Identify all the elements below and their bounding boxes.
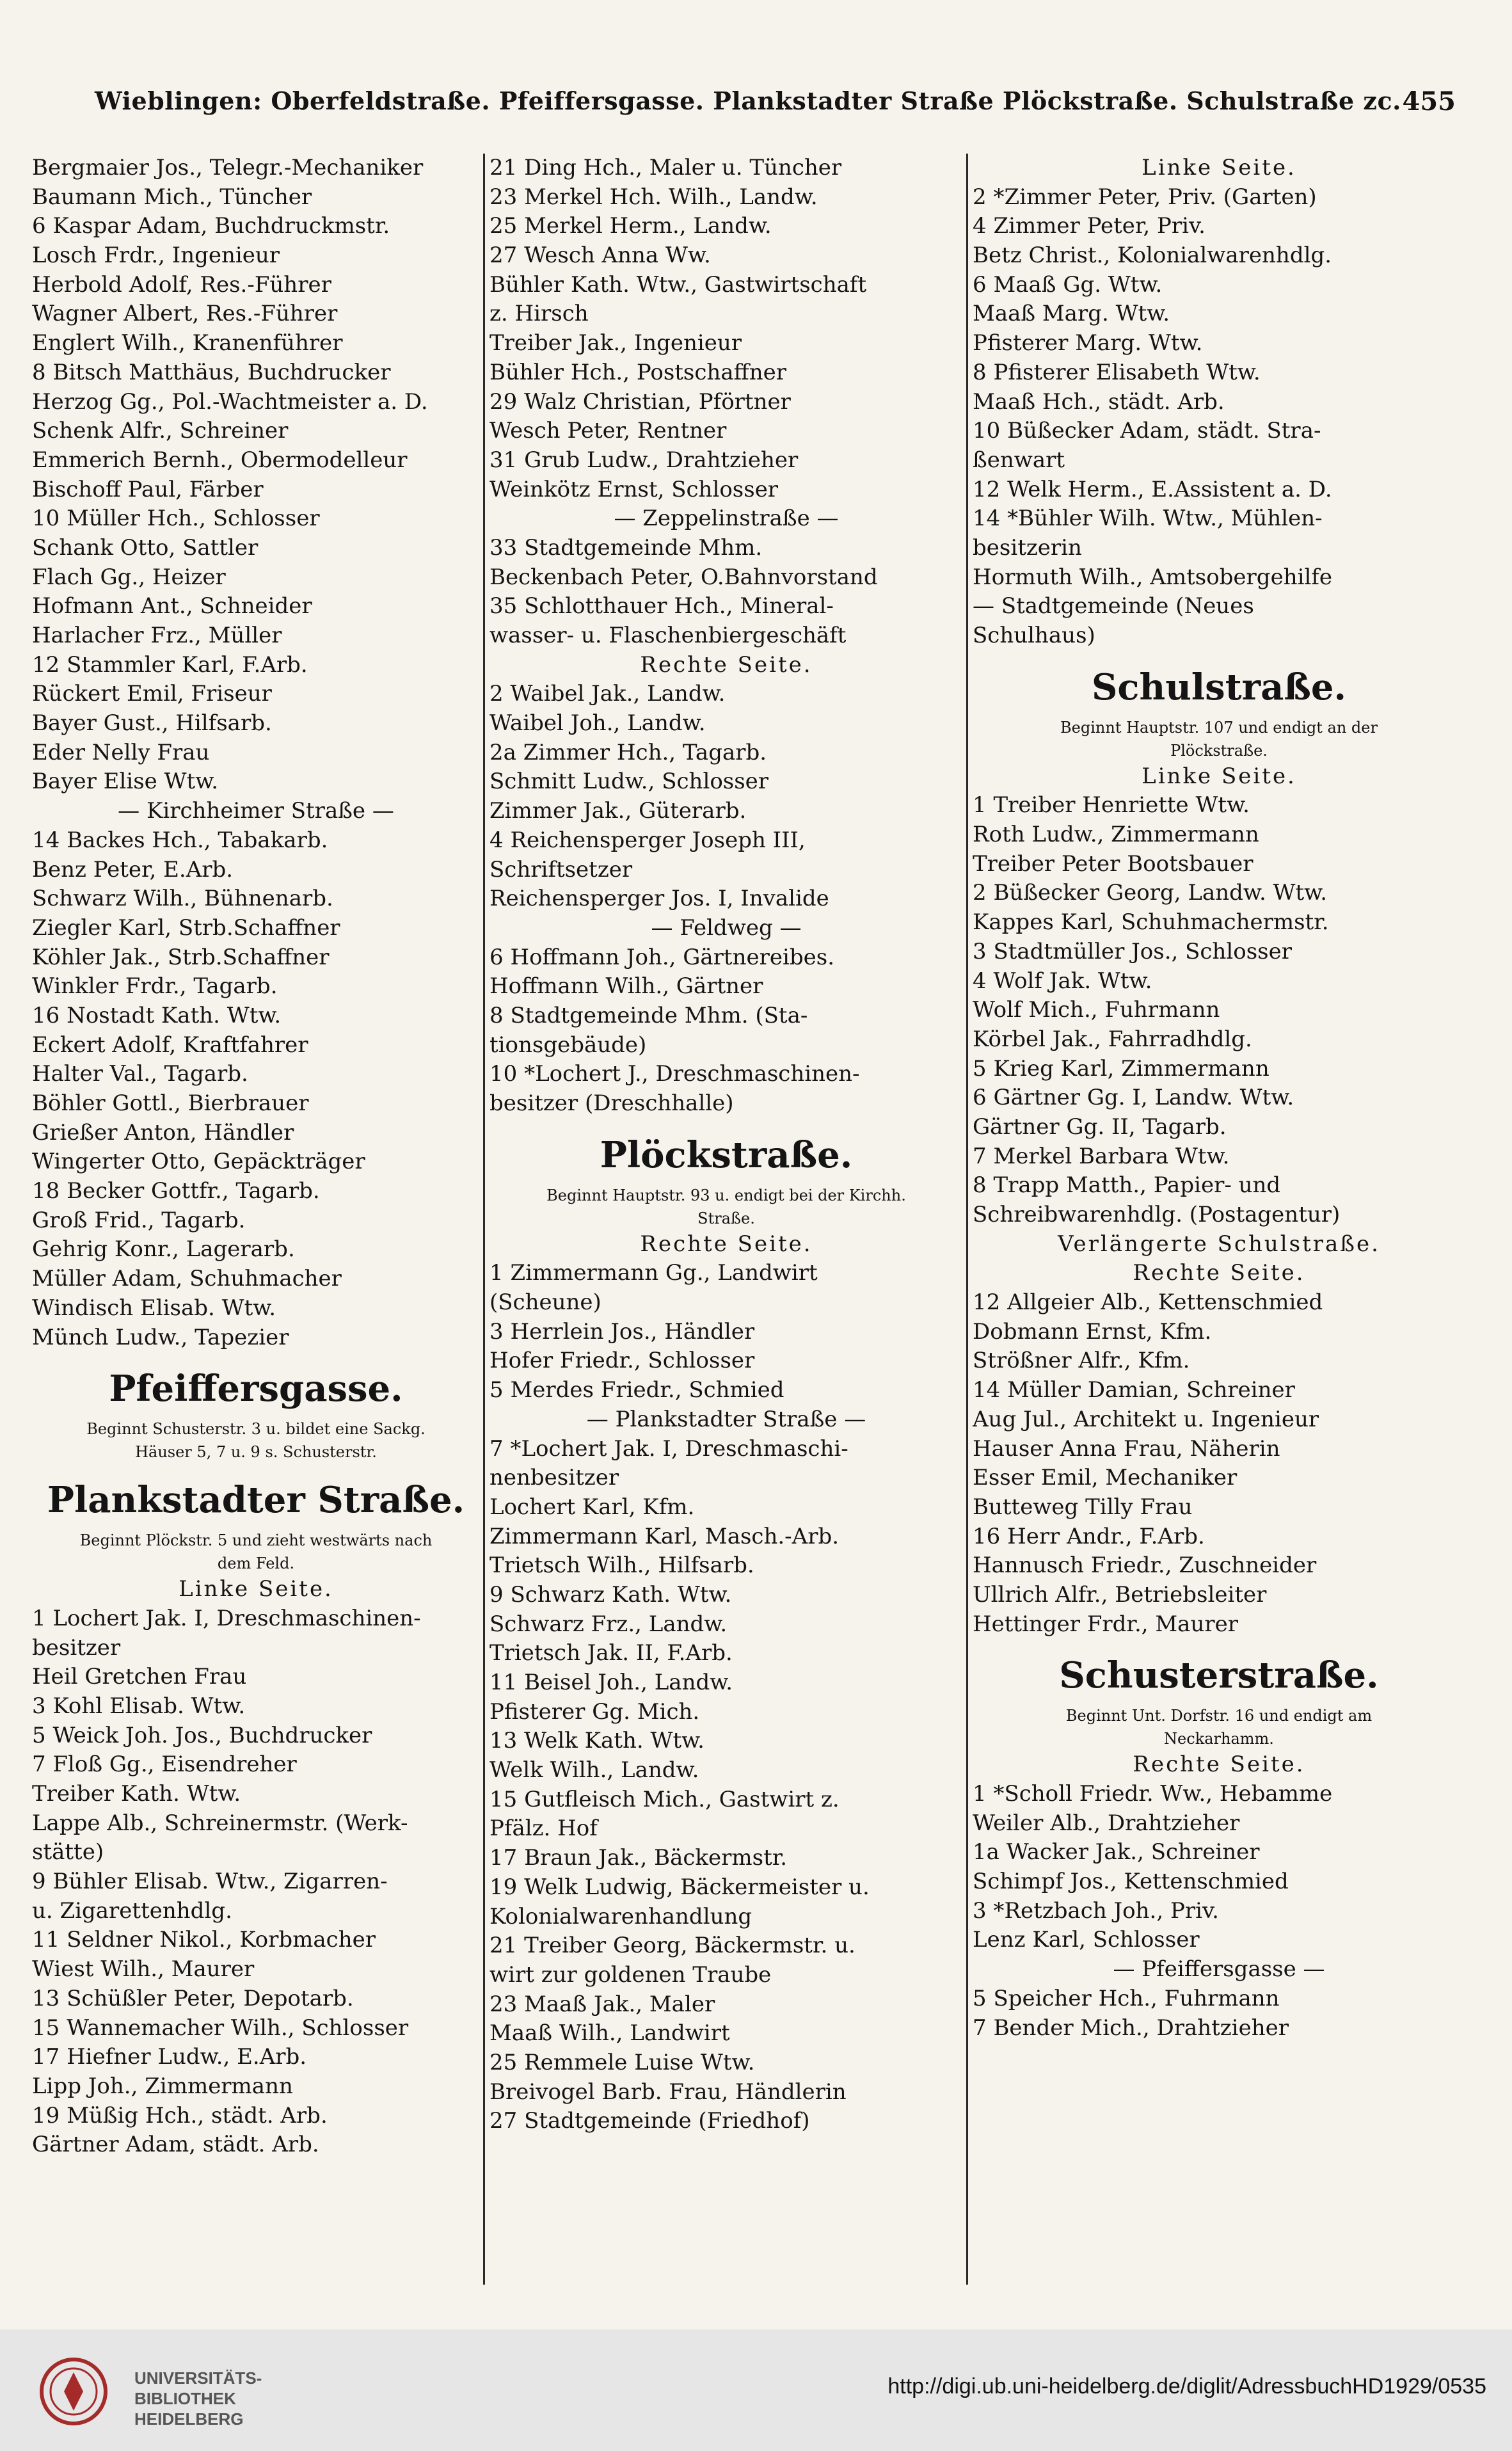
- directory-entry: 4 Zimmer Peter, Priv.: [973, 213, 1206, 239]
- directory-entry: Breivogel Barb. Frau, Händlerin: [489, 2079, 847, 2105]
- directory-entry: — Stadtgemeinde (Neues: [973, 593, 1254, 619]
- directory-entry: Beckenbach Peter, O.Bahnvorstand: [489, 564, 878, 590]
- street-note: Beginnt Hauptstr. 107 und endigt an der: [1060, 718, 1378, 737]
- directory-entry: wirt zur goldenen Traube: [489, 1961, 772, 1988]
- cross-street-marker: — Zeppelinstraße —: [614, 506, 839, 532]
- directory-entry: 7 Bender Mich., Drahtzieher: [973, 2015, 1289, 2041]
- directory-entry: 13 Schüßler Peter, Depotarb.: [32, 1985, 354, 2011]
- directory-entry: Wingerter Otto, Gepäckträger: [32, 1149, 365, 1175]
- directory-entry: 12 Allgeier Alb., Kettenschmied: [973, 1289, 1323, 1316]
- side-heading: Rechte Seite.: [640, 1231, 813, 1257]
- directory-entry: Bühler Kath. Wtw., Gastwirtschaft: [489, 271, 867, 298]
- directory-entry: Schulhaus): [973, 623, 1095, 648]
- directory-entry: 15 Gutfleisch Mich., Gastwirt z.: [489, 1786, 840, 1812]
- directory-entry: Betz Christ., Kolonialwarenhdlg.: [973, 243, 1332, 269]
- cross-street-marker: — Pfeiffersgasse —: [1113, 1956, 1325, 1983]
- directory-entry: 14 Backes Hch., Tabakarb.: [32, 827, 328, 853]
- directory-entry: Lipp Joh., Zimmermann: [32, 2073, 293, 2099]
- directory-columns: [32, 154, 1465, 2285]
- directory-entry: Schenk Alfr., Schreiner: [32, 418, 289, 444]
- directory-entry: Müller Adam, Schuhmacher: [32, 1266, 342, 1292]
- directory-entry: 27 Stadtgemeinde (Friedhof): [489, 2108, 810, 2134]
- library-name-line: UNIVERSITÄTS-: [134, 2368, 262, 2388]
- directory-entry: Münch Ludw., Tapezier: [32, 1324, 289, 1350]
- directory-entry: Weiler Alb., Drahtzieher: [973, 1810, 1240, 1836]
- directory-entry: 7 Merkel Barbara Wtw.: [973, 1143, 1230, 1169]
- spacer: [32, 1464, 480, 1471]
- street-heading: Plöckstraße.: [600, 1133, 853, 1176]
- street-note: Beginnt Hauptstr. 93 u. endigt bei der Kirchh.: [546, 1186, 906, 1204]
- street-heading: Plankstadter Straße.: [47, 1479, 465, 1522]
- directory-entry: 8 Stadtgemeinde Mhm. (Sta-: [489, 1002, 808, 1028]
- column-left: [32, 154, 480, 2285]
- directory-entry: Ziegler Karl, Strb.Schaffner: [32, 914, 340, 941]
- running-title: Wieblingen: Oberfeldstraße. Pfeiffersgasse. Plankstadter Straße Plöckstraße. Schulstraße zc.: [95, 86, 1401, 115]
- directory-entry: 23 Merkel Hch. Wilh., Landw.: [489, 184, 818, 210]
- directory-entry: Trietsch Wilh., Hilfsarb.: [489, 1553, 754, 1579]
- directory-entry: besitzer (Dreschhalle): [489, 1090, 734, 1116]
- directory-entry: Weinkötz Ernst, Schlosser: [489, 476, 779, 502]
- directory-entry: wasser- u. Flaschenbiergeschäft: [489, 623, 847, 648]
- directory-entry: Emmerich Bernh., Obermodelleur: [32, 447, 408, 473]
- library-name: [134, 2368, 262, 2429]
- directory-entry: Lappe Alb., Schreinermstr. (Werk-: [32, 1810, 408, 1836]
- cross-street-marker: — Plankstadter Straße —: [586, 1406, 866, 1432]
- directory-entry: 21 Ding Hch., Maler u. Tüncher: [489, 155, 842, 180]
- directory-entry: 13 Welk Kath. Wtw.: [489, 1728, 704, 1754]
- directory-entry: 6 Gärtner Gg. I, Landw. Wtw.: [973, 1085, 1294, 1111]
- directory-entry: Schriftsetzer: [489, 856, 633, 882]
- directory-entry: 4 Reichensperger Joseph III,: [489, 827, 806, 853]
- directory-entry: 1 Lochert Jak. I, Dreschmaschinen-: [32, 1605, 421, 1631]
- directory-entry: 21 Treiber Georg, Bäckermstr. u.: [489, 1933, 855, 1959]
- source-url-link[interactable]: http://digi.ub.uni-heidelberg.de/diglit/AdressbuchHD1929/0535: [887, 2374, 1486, 2399]
- directory-entry: 3 Herrlein Jos., Händler: [489, 1318, 755, 1345]
- library-name-line: BIBLIOTHEK: [134, 2389, 236, 2408]
- cross-street-marker: — Feldweg —: [651, 914, 802, 941]
- directory-entry: 18 Becker Gottfr., Tagarb.: [32, 1178, 320, 1204]
- directory-entry: Englert Wilh., Kranenführer: [32, 330, 343, 356]
- directory-entry: Hoffmann Wilh., Gärtner: [489, 973, 763, 1000]
- directory-entry: Gärtner Gg. II, Tagarb.: [973, 1114, 1227, 1140]
- directory-entry: 23 Maaß Jak., Maler: [489, 1991, 715, 2017]
- directory-entry: Schreibwarenhdlg. (Postagentur): [973, 1202, 1341, 1227]
- directory-entry: Wiest Wilh., Maurer: [32, 1956, 255, 1983]
- directory-entry: 33 Stadtgemeinde Mhm.: [489, 534, 763, 561]
- directory-entry: Treiber Peter Bootsbauer: [973, 850, 1253, 877]
- directory-entry: Bergmaier Jos., Telegr.-Mechaniker: [32, 155, 424, 180]
- side-heading: Linke Seite.: [1142, 155, 1296, 180]
- directory-entry: Welk Wilh., Landw.: [489, 1757, 699, 1784]
- directory-entry: Hettinger Frdr., Maurer: [973, 1611, 1238, 1637]
- directory-entry: 31 Grub Ludw., Drahtzieher: [489, 447, 799, 473]
- directory-entry: Treiber Kath. Wtw.: [32, 1781, 241, 1807]
- directory-entry: Pfälz. Hof: [489, 1816, 598, 1842]
- directory-entry: 12 Stammler Karl, F.Arb.: [32, 651, 308, 678]
- directory-entry: Maaß Marg. Wtw.: [973, 301, 1170, 327]
- street-heading: Schulstraße.: [1091, 666, 1347, 708]
- street-note: dem Feld.: [217, 1554, 295, 1573]
- directory-entry: 7 Floß Gg., Eisendreher: [32, 1752, 297, 1778]
- directory-entry: 25 Merkel Herm., Landw.: [489, 213, 772, 239]
- directory-entry: 19 Müßig Hch., städt. Arb.: [32, 2102, 328, 2128]
- directory-entry: Maaß Wilh., Landwirt: [489, 2020, 730, 2047]
- directory-entry: 2 Waibel Jak., Landw.: [489, 681, 726, 707]
- side-heading: Linke Seite.: [1142, 763, 1296, 789]
- directory-entry: Herzog Gg., Pol.-Wachtmeister a. D.: [32, 388, 428, 415]
- directory-entry: Wagner Albert, Res.-Führer: [32, 301, 338, 327]
- library-footer: [0, 2329, 1512, 2451]
- directory-entry: Strößner Alfr., Kfm.: [973, 1348, 1190, 1374]
- directory-entry: 3 *Retzbach Joh., Priv.: [973, 1897, 1219, 1924]
- side-heading: Linke Seite.: [179, 1576, 333, 1602]
- directory-entry: Pfisterer Gg. Mich.: [489, 1698, 700, 1725]
- directory-entry: 3 Stadtmüller Jos., Schlosser: [973, 938, 1292, 964]
- directory-entry: 11 Seldner Nikol., Korbmacher: [32, 1927, 376, 1953]
- directory-entry: Lenz Karl, Schlosser: [973, 1927, 1200, 1953]
- side-heading: Rechte Seite.: [640, 651, 813, 678]
- directory-entry: 8 Bitsch Matthäus, Buchdrucker: [32, 359, 391, 385]
- directory-entry: ßenwart: [973, 447, 1065, 473]
- directory-entry: nenbesitzer: [489, 1465, 619, 1491]
- directory-entry: Herbold Adolf, Res.-Führer: [32, 271, 331, 298]
- directory-entry: Maaß Hch., städt. Arb.: [973, 388, 1225, 415]
- directory-entry: 3 Kohl Elisab. Wtw.: [32, 1693, 246, 1719]
- directory-entry: Pfisterer Marg. Wtw.: [973, 330, 1203, 356]
- directory-entry: z. Hirsch: [489, 301, 589, 327]
- side-heading: Verlängerte Schulstraße.: [1058, 1231, 1380, 1257]
- directory-entry: 12 Welk Herm., E.Assistent a. D.: [973, 476, 1332, 502]
- directory-entry: 16 Herr Andr., F.Arb.: [973, 1523, 1205, 1549]
- street-note: Beginnt Plöckstr. 5 und zieht westwärts nach: [79, 1531, 433, 1550]
- directory-entry: 6 Hoffmann Joh., Gärtnereibes.: [489, 944, 835, 970]
- directory-entry: Hauser Anna Frau, Näherin: [973, 1435, 1280, 1462]
- directory-entry: 4 Wolf Jak. Wtw.: [973, 968, 1152, 994]
- directory-entry: Schank Otto, Sattler: [32, 534, 259, 561]
- directory-entry: Halter Val., Tagarb.: [32, 1061, 248, 1087]
- directory-entry: Schwarz Frz., Landw.: [489, 1611, 728, 1637]
- directory-entry: Schwarz Wilh., Bühnenarb.: [32, 886, 333, 912]
- directory-entry: 16 Nostadt Kath. Wtw.: [32, 1002, 282, 1028]
- directory-entry: Zimmer Jak., Güterarb.: [489, 798, 747, 824]
- directory-entry: Heil Gretchen Frau: [32, 1664, 247, 1690]
- directory-entry: Treiber Jak., Ingenieur: [489, 330, 742, 356]
- directory-entry: 10 Müller Hch., Schlosser: [32, 506, 320, 532]
- directory-entry: Esser Emil, Mechaniker: [973, 1465, 1237, 1491]
- directory-entry: 17 Hiefner Ludw., E.Arb.: [32, 2044, 307, 2070]
- directory-entry: 5 Weick Joh. Jos., Buchdrucker: [32, 1722, 372, 1748]
- directory-entry: stätte): [32, 1839, 104, 1865]
- directory-entry: Hannusch Friedr., Zuschneider: [973, 1553, 1317, 1579]
- directory-entry: Bayer Elise Wtw.: [32, 769, 219, 795]
- directory-entry: 6 Kaspar Adam, Buchdruckmstr.: [32, 213, 390, 239]
- directory-entry: 8 Trapp Matth., Papier- und: [973, 1172, 1281, 1199]
- directory-entry: 9 Bühler Elisab. Wtw., Zigarren-: [32, 1869, 388, 1895]
- directory-entry: Bischoff Paul, Färber: [32, 476, 264, 502]
- directory-entry: Hofer Friedr., Schlosser: [489, 1348, 755, 1374]
- directory-entry: 1 Treiber Henriette Wtw.: [973, 792, 1250, 818]
- page-header: [38, 67, 1456, 125]
- directory-entry: Wolf Mich., Fuhrmann: [973, 997, 1220, 1023]
- directory-entry: 29 Walz Christian, Pförtner: [489, 388, 791, 415]
- spacer: [973, 1639, 1465, 1647]
- directory-entry: Gehrig Konr., Lagerarb.: [32, 1236, 295, 1263]
- directory-entry: 15 Wannemacher Wilh., Schlosser: [32, 2015, 409, 2041]
- street-note: Plöckstraße.: [1170, 741, 1268, 760]
- directory-entry: 10 Büßecker Adam, städt. Stra-: [973, 418, 1321, 444]
- directory-entry: Schmitt Ludw., Schlosser: [489, 769, 769, 795]
- directory-entry: Kolonialwarenhandlung: [489, 1903, 752, 1929]
- directory-entry: Baumann Mich., Tüncher: [32, 184, 312, 210]
- directory-entry: Trietsch Jak. II, F.Arb.: [489, 1640, 733, 1666]
- directory-entry: Köhler Jak., Strb.Schaffner: [32, 944, 330, 970]
- directory-entry: 1 Zimmermann Gg., Landwirt: [489, 1260, 818, 1286]
- spacer: [489, 1119, 963, 1126]
- directory-entry: 8 Pfisterer Elisabeth Wtw.: [973, 359, 1261, 385]
- directory-entry: Aug Jul., Architekt u. Ingenieur: [973, 1406, 1319, 1432]
- directory-entry: 14 Müller Damian, Schreiner: [973, 1377, 1295, 1403]
- directory-entry: 7 *Lochert Jak. I, Dreschmaschi-: [489, 1435, 848, 1462]
- directory-entry: 17 Braun Jak., Bäckermstr.: [489, 1845, 788, 1871]
- directory-entry: 2 Büßecker Georg, Landw. Wtw.: [973, 880, 1328, 906]
- street-note: Beginnt Unt. Dorfstr. 16 und endigt am: [1065, 1707, 1373, 1725]
- directory-entry: Dobmann Ernst, Kfm.: [973, 1318, 1212, 1345]
- university-seal-icon: [35, 2356, 112, 2427]
- directory-entry: Hormuth Wilh., Amtsobergehilfe: [973, 564, 1333, 590]
- directory-entry: Eder Nelly Frau: [32, 739, 210, 765]
- directory-entry: Winkler Frdr., Tagarb.: [32, 973, 278, 1000]
- directory-entry: u. Zigarettenhdlg.: [32, 1897, 232, 1924]
- cross-street-marker: — Kirchheimer Straße —: [118, 798, 394, 824]
- directory-entry: Bühler Hch., Postschaffner: [489, 359, 787, 385]
- directory-entry: Grießer Anton, Händler: [32, 1119, 294, 1146]
- directory-entry: Roth Ludw., Zimmermann: [973, 822, 1259, 848]
- directory-entry: Lochert Karl, Kfm.: [489, 1494, 695, 1520]
- directory-entry: 1 *Scholl Friedr. Ww., Hebamme: [973, 1781, 1333, 1807]
- directory-entry: 2a Zimmer Hch., Tagarb.: [489, 739, 767, 765]
- directory-entry: Groß Frid., Tagarb.: [32, 1207, 246, 1233]
- side-heading: Rechte Seite.: [1133, 1752, 1305, 1778]
- library-name-line: HEIDELBERG: [134, 2409, 244, 2429]
- directory-entry: Reichensperger Jos. I, Invalide: [489, 886, 829, 912]
- directory-entry: 35 Schlotthauer Hch., Mineral-: [489, 593, 834, 619]
- directory-entry: Kappes Karl, Schuhmachermstr.: [973, 909, 1329, 936]
- directory-entry: 2 *Zimmer Peter, Priv. (Garten): [973, 184, 1317, 210]
- directory-entry: 14 *Bühler Wilh. Wtw., Mühlen-: [973, 506, 1323, 532]
- directory-entry: Schimpf Jos., Kettenschmied: [973, 1869, 1289, 1895]
- directory-entry: Böhler Gottl., Bierbrauer: [32, 1090, 309, 1116]
- directory-entry: 1a Wacker Jak., Schreiner: [973, 1839, 1260, 1865]
- directory-entry: Windisch Elisab. Wtw.: [32, 1295, 276, 1321]
- street-heading: Pfeiffersgasse.: [109, 1368, 403, 1410]
- street-heading: Schusterstraße.: [1059, 1654, 1379, 1697]
- directory-entry: 5 Krieg Karl, Zimmermann: [973, 1055, 1269, 1082]
- directory-entry: 25 Remmele Luise Wtw.: [489, 2049, 755, 2075]
- directory-entry: Zimmermann Karl, Masch.-Arb.: [489, 1523, 840, 1549]
- directory-entry: (Scheune): [489, 1289, 601, 1316]
- directory-entry: 27 Wesch Anna Ww.: [489, 243, 711, 269]
- column-middle: [489, 154, 963, 2285]
- spacer: [973, 651, 1465, 659]
- directory-entry: Harlacher Frz., Müller: [32, 623, 282, 648]
- directory-entry: 10 *Lochert J., Dreschmaschinen-: [489, 1061, 860, 1087]
- directory-entry: Benz Peter, E.Arb.: [32, 856, 234, 882]
- directory-entry: 6 Maaß Gg. Wtw.: [973, 271, 1163, 298]
- street-note: Neckarhamm.: [1164, 1730, 1274, 1748]
- directory-entry: Hofmann Ant., Schneider: [32, 593, 312, 619]
- directory-entry: 11 Beisel Joh., Landw.: [489, 1670, 733, 1695]
- street-note: Straße.: [697, 1209, 755, 1227]
- directory-entry: 5 Speicher Hch., Fuhrmann: [973, 1985, 1280, 2011]
- directory-entry: besitzer: [32, 1634, 121, 1661]
- side-heading: Rechte Seite.: [1133, 1260, 1305, 1286]
- column-divider: [966, 154, 968, 2285]
- street-note: Häuser 5, 7 u. 9 s. Schusterstr.: [135, 1443, 377, 1462]
- directory-entry: 9 Schwarz Kath. Wtw.: [489, 1581, 732, 1608]
- directory-entry: Waibel Joh., Landw.: [489, 710, 706, 737]
- directory-entry: Eckert Adolf, Kraftfahrer: [32, 1032, 308, 1058]
- directory-entry: besitzerin: [973, 534, 1082, 561]
- directory-entry: Gärtner Adam, städt. Arb.: [32, 2132, 319, 2158]
- directory-entry: Bayer Gust., Hilfsarb.: [32, 710, 272, 737]
- directory-entry: 19 Welk Ludwig, Bäckermeister u.: [489, 1874, 870, 1900]
- directory-entry: Flach Gg., Heizer: [32, 564, 226, 590]
- page-number: 455: [1402, 86, 1456, 116]
- directory-entry: Losch Frdr., Ingenieur: [32, 243, 280, 269]
- spacer: [32, 1352, 480, 1360]
- street-note: Beginnt Schusterstr. 3 u. bildet eine Sackg.: [86, 1420, 426, 1439]
- column-divider: [483, 154, 485, 2285]
- column-right: [973, 154, 1465, 2285]
- directory-entry: Wesch Peter, Rentner: [489, 418, 727, 444]
- directory-entry: Rückert Emil, Friseur: [32, 681, 272, 707]
- directory-entry: Ullrich Alfr., Betriebsleiter: [973, 1581, 1267, 1608]
- directory-entry: 5 Merdes Friedr., Schmied: [489, 1377, 784, 1403]
- directory-entry: Butteweg Tilly Frau: [973, 1494, 1193, 1520]
- directory-entry: Körbel Jak., Fahrradhdlg.: [973, 1026, 1252, 1052]
- directory-entry: tionsgebäude): [489, 1032, 647, 1058]
